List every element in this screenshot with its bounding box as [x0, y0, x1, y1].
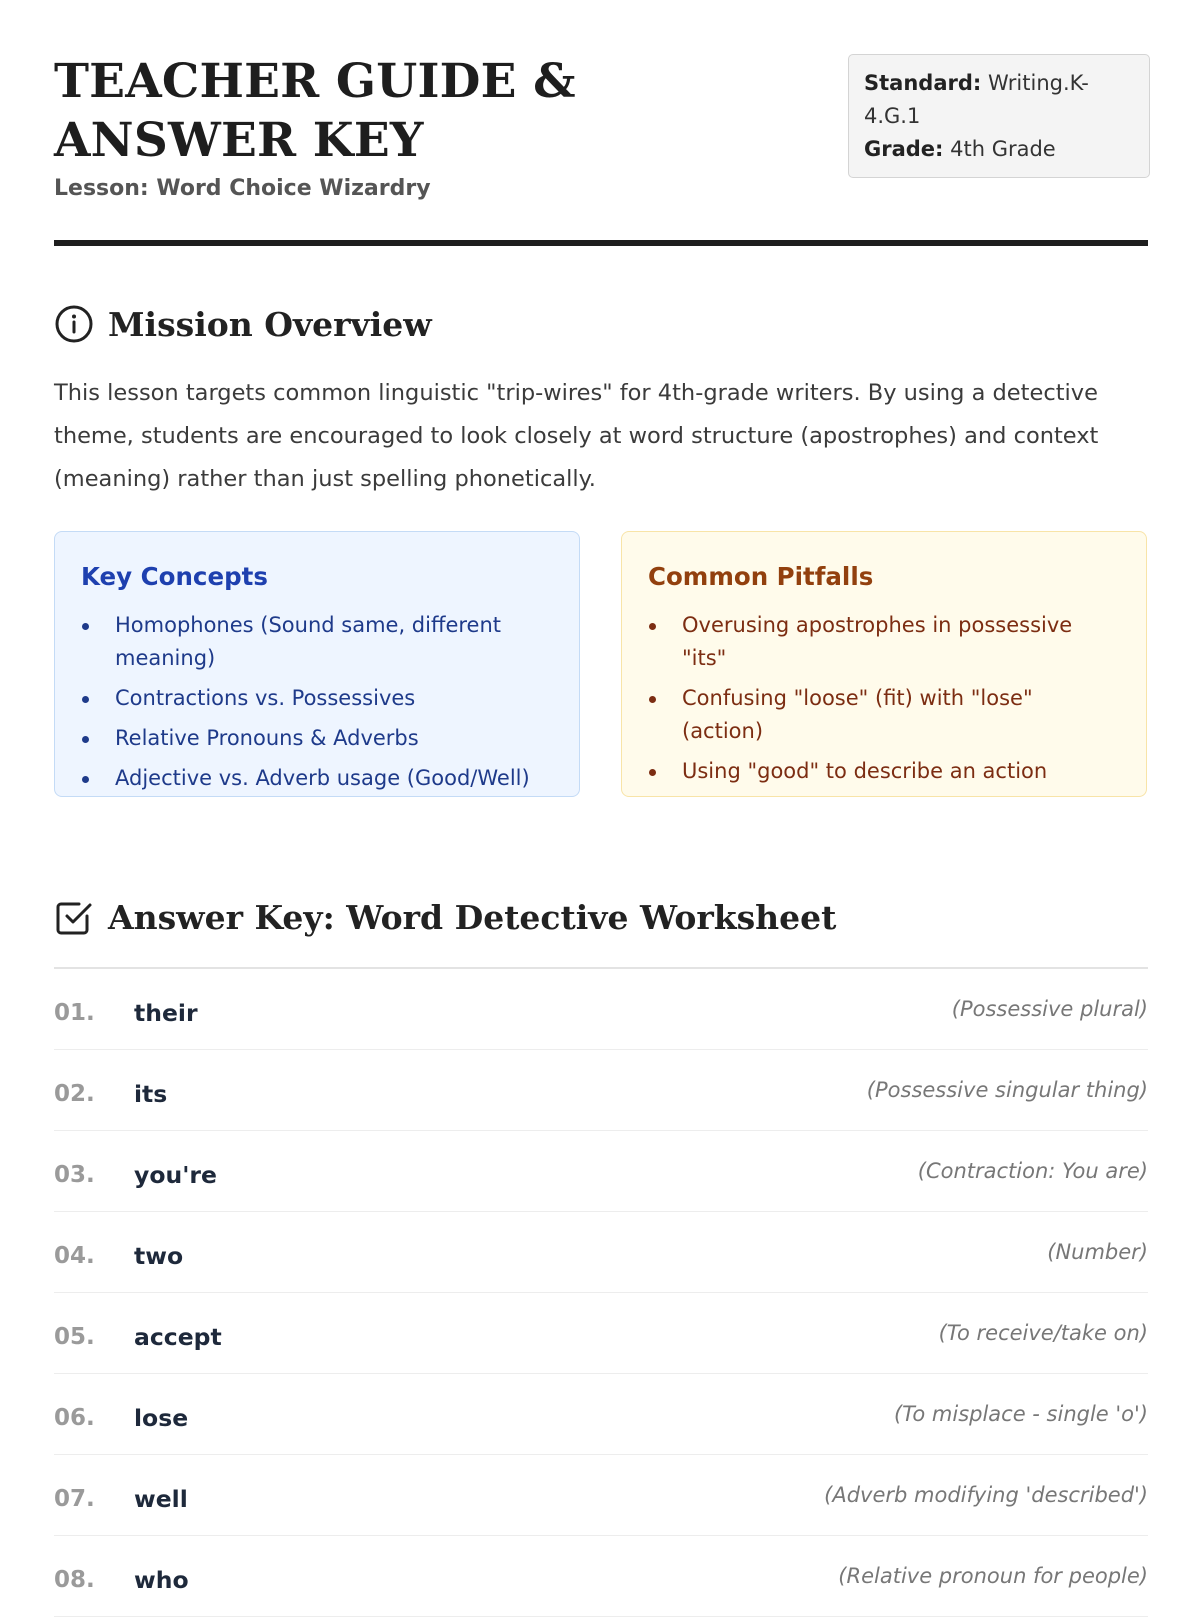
common-pitfalls-box [621, 531, 1147, 797]
standard-grade-box [848, 54, 1150, 178]
answer-word: accept [134, 1323, 222, 1351]
answer-word: its [134, 1080, 168, 1108]
answer-word: well [134, 1485, 188, 1513]
standard-label: Standard: [864, 71, 982, 95]
teacher-guide-page [54, 0, 1148, 1594]
answer-word: who [134, 1566, 189, 1594]
mission-overview-heading [54, 304, 432, 344]
list-item [648, 755, 1120, 788]
bullet-icon [81, 722, 115, 755]
list-item [648, 682, 1120, 748]
answer-row [54, 1455, 1148, 1536]
answer-number: 07. [54, 1486, 95, 1512]
grade-label: Grade: [864, 137, 944, 161]
answer-number: 08. [54, 1567, 95, 1593]
answer-row [54, 1050, 1148, 1131]
answer-row [54, 1536, 1148, 1617]
mission-overview-title: Mission Overview [108, 304, 432, 344]
answer-key-heading [54, 897, 836, 937]
answer-word: lose [134, 1404, 189, 1432]
list-item-text: Relative Pronouns & Adverbs [115, 726, 419, 750]
document-title: TEACHER GUIDE & ANSWER KEY [54, 54, 576, 168]
answer-note: (Adverb modifying 'described') [824, 1483, 1148, 1507]
key-concepts-title: Key Concepts [81, 562, 268, 591]
list-item-text: Confusing "loose" (fit) with "lose" (action) [682, 686, 1033, 743]
answer-row [54, 1293, 1148, 1374]
overview-paragraph: This lesson targets common linguistic "trip-wires" for 4th-grade writers. By using a detective theme, students are encouraged to look closely at word structure (apostrophes) and context (meaning) rather than just spelling phonetically. [54, 380, 1099, 492]
grade-value: 4th Grade [950, 137, 1056, 161]
answer-note: (Possessive singular thing) [866, 1078, 1148, 1102]
answer-note: (Relative pronoun for people) [838, 1564, 1148, 1588]
answer-number: 03. [54, 1162, 95, 1188]
answer-number: 05. [54, 1324, 95, 1350]
answer-note: (Number) [1047, 1240, 1148, 1264]
key-concepts-box [54, 531, 580, 797]
answer-number: 02. [54, 1081, 95, 1107]
list-item [648, 609, 1120, 675]
bullet-icon [81, 609, 115, 642]
answer-row [54, 1212, 1148, 1293]
bullet-icon [648, 609, 682, 642]
grade-line [864, 133, 1134, 166]
common-pitfalls-title: Common Pitfalls [648, 562, 874, 591]
key-concepts-list [81, 609, 553, 795]
answer-note: (Possessive plural) [951, 997, 1148, 1021]
answer-list [54, 969, 1148, 1617]
document-header [54, 0, 1148, 248]
common-pitfalls-list [648, 609, 1120, 788]
answer-word: their [134, 999, 198, 1027]
answer-note: (To misplace - single 'o') [893, 1402, 1148, 1426]
answer-number: 06. [54, 1405, 95, 1431]
list-item-text: Overusing apostrophes in possessive "its" [682, 613, 1073, 670]
list-item [81, 722, 553, 755]
header-divider [54, 240, 1148, 246]
answer-row [54, 1374, 1148, 1455]
answer-word: two [134, 1242, 184, 1270]
list-item [81, 609, 553, 675]
answer-row [54, 969, 1148, 1050]
info-icon [54, 304, 94, 344]
list-item [81, 762, 553, 795]
list-item-text: Using "good" to describe an action [682, 759, 1048, 783]
list-item-text: Homophones (Sound same, different meaning) [115, 613, 501, 670]
list-item-text: Contractions vs. Possessives [115, 686, 416, 710]
answer-note: (To receive/take on) [938, 1321, 1148, 1345]
bullet-icon [81, 762, 115, 795]
bullet-icon [81, 682, 115, 715]
lesson-subtitle: Lesson: Word Choice Wizardry [54, 176, 431, 201]
bullet-icon [648, 755, 682, 788]
answer-number: 04. [54, 1243, 95, 1269]
answer-note: (Contraction: You are) [917, 1159, 1148, 1183]
standard-value: Writing.K-4.G.1 [864, 71, 1089, 128]
bullet-icon [648, 682, 682, 715]
list-item-text: Adjective vs. Adverb usage (Good/Well) [115, 766, 530, 790]
standard-line [864, 67, 1134, 133]
answer-number: 01. [54, 1000, 95, 1026]
list-item [81, 682, 553, 715]
answer-word: you're [134, 1161, 217, 1189]
answer-row [54, 1131, 1148, 1212]
checkbox-icon [54, 897, 94, 937]
answer-key-title: Answer Key: Word Detective Worksheet [108, 897, 837, 937]
